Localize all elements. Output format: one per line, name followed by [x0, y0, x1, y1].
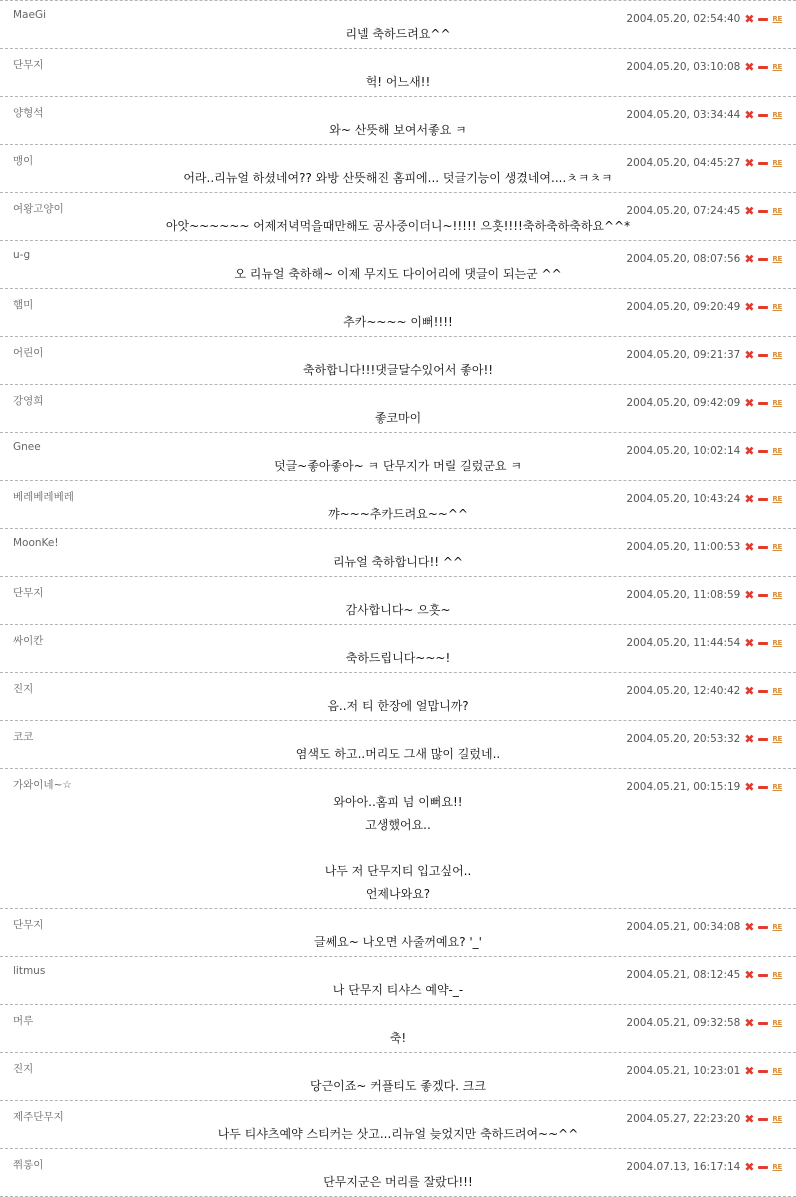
comment-line: 음..저 티 한장에 얼맙니까?: [327, 699, 469, 713]
reply-button[interactable]: RE: [772, 543, 782, 551]
reply-button[interactable]: RE: [772, 111, 782, 119]
comment-author: litmus: [13, 965, 46, 977]
comment-author: 진지: [13, 1063, 34, 1075]
comment-meta: [626, 1161, 782, 1173]
delete-icon[interactable]: ✖: [744, 252, 755, 266]
reply-button[interactable]: RE: [772, 783, 782, 791]
comment-meta: [626, 445, 782, 457]
comment-date: 2004.05.20, 09:42:09: [626, 397, 741, 409]
comment-entry: [0, 721, 796, 769]
comment-meta: [626, 349, 782, 361]
comment-header: [0, 337, 796, 362]
comment-author: 베레베레베레: [13, 491, 74, 503]
comment-date: 2004.05.20, 03:34:44: [626, 109, 741, 121]
edit-icon[interactable]: [758, 306, 768, 309]
comment-header: [0, 769, 796, 794]
comment-entry: [0, 625, 796, 673]
comment-date: 2004.05.20, 04:45:27: [626, 157, 741, 169]
edit-icon[interactable]: [758, 594, 768, 597]
delete-icon[interactable]: ✖: [744, 684, 755, 698]
comment-entry: [0, 193, 796, 241]
comment-line: [10, 837, 786, 860]
comment-author: Gnee: [13, 441, 41, 453]
comment-entry: [0, 673, 796, 721]
reply-button[interactable]: RE: [772, 351, 782, 359]
comment-date: 2004.05.20, 11:00:53: [626, 541, 741, 553]
comment-header: [0, 909, 796, 934]
comment-header: [0, 625, 796, 650]
delete-icon[interactable]: ✖: [744, 60, 755, 74]
comment-entry: [0, 1005, 796, 1053]
comment-line: 오 리뉴얼 축하해~ 이제 무지도 다이어리에 댓글이 되는군 ^^: [234, 267, 562, 281]
reply-button[interactable]: RE: [772, 63, 782, 71]
delete-icon[interactable]: ✖: [744, 492, 755, 506]
comment-author: 여왕고양이: [13, 203, 64, 215]
reply-button[interactable]: RE: [772, 495, 782, 503]
reply-button[interactable]: RE: [772, 255, 782, 263]
comment-meta: [626, 685, 782, 697]
comment-header: [0, 1101, 796, 1126]
edit-icon[interactable]: [758, 1070, 768, 1073]
comment-line: 언제나와요?: [365, 887, 431, 901]
reply-button[interactable]: RE: [772, 207, 782, 215]
comment-line: 아앗~~~~~~ 어제저녁먹을때만해도 공사중이더니~!!!!! 으흣!!!!축하축하축하요^^*: [165, 219, 631, 233]
edit-icon[interactable]: [758, 642, 768, 645]
comment-entry: [0, 1053, 796, 1101]
comment-line: 리넬 축하드려요^^: [345, 27, 451, 41]
comment-line: 축하합니다!!!댓글달수있어서 좋아!!: [302, 363, 494, 377]
comment-date: 2004.05.21, 00:34:08: [626, 921, 741, 933]
comment-header: [0, 1005, 796, 1030]
comment-meta: [626, 1017, 782, 1029]
comment-entry: [0, 577, 796, 625]
comment-meta: [626, 781, 782, 793]
comment-line: 와아아..홈피 넘 이뻐요!!: [333, 795, 463, 809]
delete-icon[interactable]: ✖: [744, 968, 755, 982]
comment-author: 가와이네~☆: [13, 779, 72, 791]
comment-author: 코코: [13, 731, 34, 743]
comment-author: 머루: [13, 1015, 34, 1027]
reply-button[interactable]: RE: [772, 735, 782, 743]
comment-date: 2004.05.20, 08:07:56: [626, 253, 741, 265]
comment-date: 2004.05.21, 08:12:45: [626, 969, 741, 981]
comment-meta: [626, 109, 782, 121]
comment-meta: [626, 253, 782, 265]
comment-line: 추카~~~~ 이뻐!!!!: [343, 315, 453, 329]
comment-author: 어린이: [13, 347, 44, 359]
comment-author: 싸이칸: [13, 635, 44, 647]
comment-entry: [0, 145, 796, 193]
edit-icon[interactable]: [758, 114, 768, 117]
comment-author: MaeGi: [13, 9, 47, 21]
comment-entry: [0, 909, 796, 957]
comment-header: [0, 385, 796, 410]
delete-icon[interactable]: ✖: [744, 732, 755, 746]
edit-icon[interactable]: [758, 926, 768, 929]
comment-entry: [0, 97, 796, 145]
edit-icon[interactable]: [758, 1166, 768, 1169]
comment-date: 2004.05.20, 02:54:40: [626, 13, 741, 25]
comment-message: [0, 791, 796, 908]
comment-date: 2004.05.20, 10:43:24: [626, 493, 741, 505]
comment-meta: [626, 921, 782, 933]
comment-message: [0, 647, 796, 672]
comment-author: 단무지: [13, 587, 44, 599]
comment-meta: [626, 637, 782, 649]
comment-date: 2004.05.20, 11:44:54: [626, 637, 741, 649]
comment-author: 양형석: [13, 107, 44, 119]
edit-icon[interactable]: [758, 354, 768, 357]
delete-icon[interactable]: ✖: [744, 588, 755, 602]
edit-icon[interactable]: [758, 786, 768, 789]
comment-meta: [626, 61, 782, 73]
comment-line: 축하드립니다~~~!: [345, 651, 451, 665]
reply-button[interactable]: RE: [772, 1115, 782, 1123]
comment-line: 감사합니다~ 으흣~: [345, 603, 451, 617]
comment-header: [0, 49, 796, 74]
reply-button[interactable]: RE: [772, 15, 782, 23]
delete-icon[interactable]: ✖: [744, 156, 755, 170]
delete-icon[interactable]: ✖: [744, 1064, 755, 1078]
comment-date: 2004.05.21, 09:32:58: [626, 1017, 741, 1029]
comment-header: [0, 289, 796, 314]
delete-icon[interactable]: ✖: [744, 1016, 755, 1030]
edit-icon[interactable]: [758, 1118, 768, 1121]
edit-icon[interactable]: [758, 258, 768, 261]
edit-icon[interactable]: [758, 18, 768, 21]
comment-date: 2004.05.20, 11:08:59: [626, 589, 741, 601]
delete-icon[interactable]: ✖: [744, 204, 755, 218]
reply-button[interactable]: RE: [772, 591, 782, 599]
comment-entry: [0, 0, 796, 49]
edit-icon[interactable]: [758, 450, 768, 453]
edit-icon[interactable]: [758, 66, 768, 69]
comment-message: [0, 71, 796, 96]
comment-message: [0, 359, 796, 384]
comment-message: [0, 979, 796, 1004]
comment-line: 헉! 어느새!!: [365, 75, 431, 89]
delete-icon[interactable]: ✖: [744, 1112, 755, 1126]
comment-author: MoonKe!: [13, 537, 59, 549]
comment-line: 덧글~좋아좋아~ ㅋ 단무지가 머릴 길렀군요 ㅋ: [274, 459, 522, 473]
comment-date: 2004.05.20, 09:21:37: [626, 349, 741, 361]
reply-button[interactable]: RE: [772, 1019, 782, 1027]
comment-line: 리뉴얼 축하합니다!! ^^: [332, 555, 464, 569]
comment-line: 당근이죠~ 커플티도 좋겠다. 크크: [309, 1079, 486, 1093]
comment-entry: [0, 481, 796, 529]
comment-header: [0, 97, 796, 122]
comment-message: [0, 455, 796, 480]
comment-entry: [0, 337, 796, 385]
edit-icon[interactable]: [758, 738, 768, 741]
edit-icon[interactable]: [758, 690, 768, 693]
comment-header: [0, 577, 796, 602]
comment-author: u-g: [13, 249, 31, 261]
comment-line: 와~ 산뜻해 보여서좋요 ㅋ: [329, 123, 467, 137]
comment-header: [0, 721, 796, 746]
delete-icon[interactable]: ✖: [744, 108, 755, 122]
edit-icon[interactable]: [758, 402, 768, 405]
edit-icon[interactable]: [758, 974, 768, 977]
comment-entry: [0, 957, 796, 1005]
comment-header: [0, 673, 796, 698]
comment-meta: [626, 1113, 782, 1125]
delete-icon[interactable]: ✖: [744, 1160, 755, 1174]
comment-message: [0, 1171, 796, 1196]
comment-entry: [0, 433, 796, 481]
comment-line: 나두 저 단무지티 입고싶어..: [324, 864, 472, 878]
comment-meta: [626, 13, 782, 25]
comment-entry: [0, 1149, 796, 1197]
comment-message: [0, 263, 796, 288]
comment-author: 진지: [13, 683, 34, 695]
comment-header: [0, 529, 796, 554]
comment-date: 2004.05.20, 03:10:08: [626, 61, 741, 73]
comment-entry: [0, 769, 796, 909]
comment-line: 글쎄요~ 나오면 사줄꺼예요? '_': [314, 935, 482, 949]
delete-icon[interactable]: ✖: [744, 540, 755, 554]
reply-button[interactable]: RE: [772, 159, 782, 167]
comment-meta: [626, 969, 782, 981]
comment-message: [0, 599, 796, 624]
comment-message: [0, 215, 796, 240]
reply-button[interactable]: RE: [772, 1163, 782, 1171]
comment-header: [0, 193, 796, 218]
reply-button[interactable]: RE: [772, 303, 782, 311]
comment-entry: [0, 529, 796, 577]
comment-line: 어라..리뉴얼 하셨네여?? 와방 산뜻해진 홈피에... 덧글기능이 생겼네여....ㅊㅋㅊㅋ: [183, 171, 613, 185]
reply-button[interactable]: RE: [772, 923, 782, 931]
comment-line: 단무지군은 머리를 잘랐다!!!: [323, 1175, 473, 1189]
comment-message: [0, 119, 796, 144]
comment-message: [0, 167, 796, 192]
comment-meta: [626, 397, 782, 409]
comment-entry: [0, 241, 796, 289]
comment-message: [0, 695, 796, 720]
comment-message: [0, 1123, 796, 1148]
comment-line: 나두 티샤츠예약 스티커는 삿고...리뉴얼 늦었지만 축하드려여~~^^: [217, 1127, 579, 1141]
delete-icon[interactable]: ✖: [744, 348, 755, 362]
comment-message: [0, 23, 796, 48]
comment-entry: [0, 49, 796, 97]
comment-header: [0, 1, 796, 26]
delete-icon[interactable]: ✖: [744, 12, 755, 26]
reply-button[interactable]: RE: [772, 399, 782, 407]
comment-header: [0, 481, 796, 506]
comment-date: 2004.05.27, 22:23:20: [626, 1113, 741, 1125]
comment-header: [0, 1149, 796, 1174]
comment-entry: [0, 385, 796, 433]
delete-icon[interactable]: ✖: [744, 396, 755, 410]
comment-meta: [626, 1065, 782, 1077]
comment-meta: [626, 589, 782, 601]
comment-meta: [626, 493, 782, 505]
edit-icon[interactable]: [758, 162, 768, 165]
comment-meta: [626, 541, 782, 553]
reply-button[interactable]: RE: [772, 447, 782, 455]
comment-header: [0, 1053, 796, 1078]
comment-author: 햄미: [13, 299, 34, 311]
delete-icon[interactable]: ✖: [744, 780, 755, 794]
delete-icon[interactable]: ✖: [744, 636, 755, 650]
comment-entry: [0, 1101, 796, 1149]
comment-author: 제주단무지: [13, 1111, 64, 1123]
comment-line: 축!: [389, 1031, 407, 1045]
comment-meta: [626, 301, 782, 313]
comment-meta: [626, 205, 782, 217]
reply-button[interactable]: RE: [772, 639, 782, 647]
comment-header: [0, 433, 796, 458]
comment-message: [0, 743, 796, 768]
comment-date: 2004.05.20, 20:53:32: [626, 733, 741, 745]
comment-author: 쮜롱이: [13, 1159, 44, 1171]
comment-message: [0, 407, 796, 432]
comment-date: 2004.05.20, 07:24:45: [626, 205, 741, 217]
comment-header: [0, 145, 796, 170]
comment-date: 2004.05.20, 10:02:14: [626, 445, 741, 457]
comment-message: [0, 503, 796, 528]
comment-message: [0, 311, 796, 336]
edit-icon[interactable]: [758, 1022, 768, 1025]
comment-line: 염색도 하고..머리도 그새 많이 길렀네..: [295, 747, 501, 761]
comment-date: 2004.05.21, 10:23:01: [626, 1065, 741, 1077]
comment-line: 나 단무지 티샤스 예약-_-: [332, 983, 464, 997]
delete-icon[interactable]: ✖: [744, 444, 755, 458]
comment-author: 단무지: [13, 919, 44, 931]
comment-author: 단무지: [13, 59, 44, 71]
comment-message: [0, 1027, 796, 1052]
comment-date: 2004.05.20, 09:20:49: [626, 301, 741, 313]
comment-header: [0, 241, 796, 266]
comment-author: 강영희: [13, 395, 44, 407]
reply-button[interactable]: RE: [772, 1067, 782, 1075]
comment-date: 2004.05.20, 12:40:42: [626, 685, 741, 697]
comment-message: [0, 931, 796, 956]
comment-author: 맹이: [13, 155, 34, 167]
edit-icon[interactable]: [758, 498, 768, 501]
comment-line: 좋코마이: [374, 411, 422, 425]
comment-line: 고생했어요..: [365, 818, 431, 832]
edit-icon[interactable]: [758, 546, 768, 549]
comment-message: [0, 1075, 796, 1100]
comment-entry: [0, 289, 796, 337]
comment-message: [0, 551, 796, 576]
comment-header: [0, 957, 796, 982]
comment-meta: [626, 733, 782, 745]
delete-icon[interactable]: ✖: [744, 920, 755, 934]
delete-icon[interactable]: ✖: [744, 300, 755, 314]
edit-icon[interactable]: [758, 210, 768, 213]
comment-date: 2004.07.13, 16:17:14: [626, 1161, 741, 1173]
comment-meta: [626, 157, 782, 169]
reply-button[interactable]: RE: [772, 971, 782, 979]
comment-line: 꺄~~~추카드려요~~^^: [328, 507, 468, 521]
reply-button[interactable]: RE: [772, 687, 782, 695]
comment-date: 2004.05.21, 00:15:19: [626, 781, 741, 793]
